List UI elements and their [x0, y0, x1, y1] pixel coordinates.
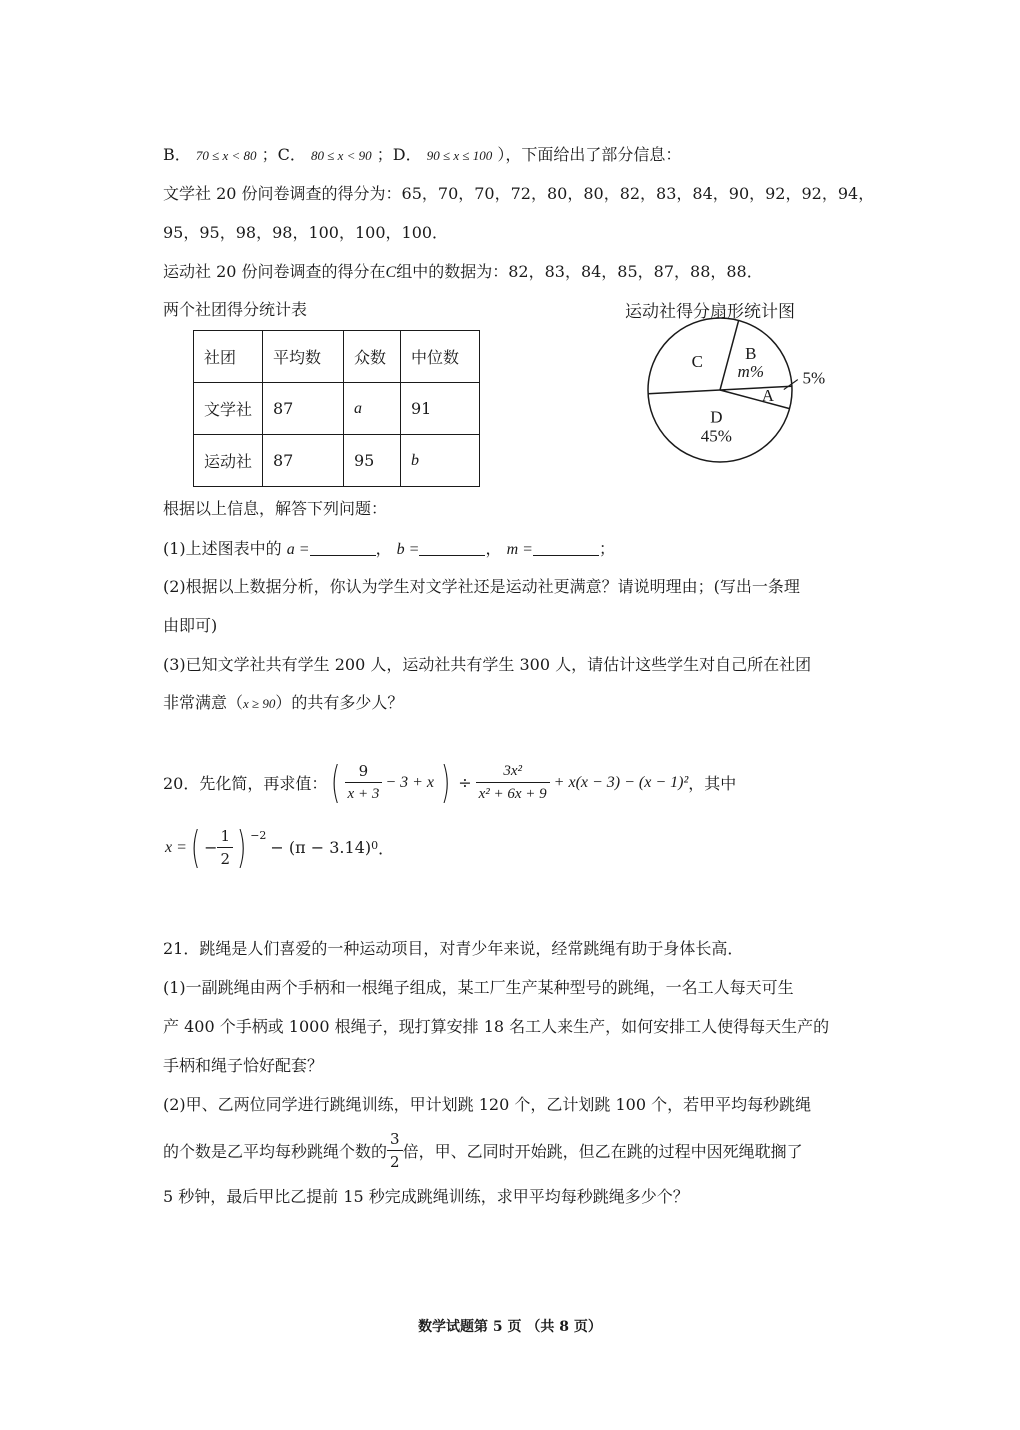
wenxue-scores-line-2: 95，95，98，98，100，100，100．	[163, 223, 449, 242]
pie-chart-title: 运动社得分扇形统计图	[625, 302, 795, 322]
wenxue-scores-line-1: 文学社 20 份问卷调查的得分为：65，70，70，72，80，80，82，83，84，90，92，92，94，	[163, 184, 875, 203]
q1-text: (1)上述图表中的	[163, 539, 282, 558]
numerator: 3	[387, 1128, 403, 1151]
q1-b-label: b =	[396, 541, 420, 558]
question-21-1-line-2: 产 400 个手柄或 1000 根绳子，现打算安排 18 名工人来生产，如何安排工人使得每天生产的	[163, 1017, 830, 1036]
left-paren: (	[331, 756, 341, 808]
page-footer: 数学试题第 5 页 （共 8 页）	[418, 1319, 602, 1335]
table-cell: a	[344, 383, 401, 435]
question-21-1-line-1: (1)一副跳绳由两个手柄和一根绳子组成，某工厂生产某种型号的跳绳，一名工人每天可生	[163, 978, 794, 997]
yundong-text-post: 组中的数据为：82，83，84，85，87，88，88．	[396, 262, 763, 281]
q1-m-label: m =	[506, 541, 533, 558]
table-header-cell: 平均数	[263, 331, 344, 383]
q1-sep: ，	[375, 539, 392, 558]
q20-tail: + x(x − 3) − (x − 1)²	[553, 773, 689, 791]
table-cell: 运动社	[194, 435, 263, 487]
yundong-text-pre: 运动社 20 份问卷调查的得分在	[163, 262, 386, 281]
question-2-line-2: 由即可)	[163, 616, 218, 635]
option-d-range: 90 ≤ x ≤ 100	[426, 148, 493, 163]
q21-2-text-post: 倍，甲、乙同时开始跳，但乙在跳的过程中因死绳耽搁了	[402, 1142, 803, 1161]
question-21-1-line-3: 手柄和绳子恰好配套？	[163, 1056, 324, 1075]
table-cell: 文学社	[194, 383, 263, 435]
numerator: 3x²	[476, 760, 550, 783]
numerator: 1	[217, 825, 233, 848]
answer-blank-m[interactable]	[533, 539, 599, 556]
denominator: x² + 6x + 9	[478, 786, 547, 802]
question-21-2-line-1: (2)甲、乙两位同学进行跳绳训练，甲计划跳 120 个，乙计划跳 100 个，若甲平均每秒跳绳	[163, 1095, 812, 1114]
option-c-label: ；C．	[261, 145, 306, 164]
question-1	[163, 537, 615, 562]
pie-value-a: 5%	[802, 368, 826, 388]
fraction	[387, 1128, 403, 1173]
table-header-cell: 众数	[344, 331, 401, 383]
intro-line	[163, 143, 681, 168]
question-20-expression	[163, 756, 737, 808]
denominator: x + 3	[347, 786, 380, 802]
score-stats-table	[193, 330, 480, 487]
exponent: −2	[250, 829, 267, 842]
q20-rest: − (π − 3.14)	[270, 838, 372, 857]
q3-text-post: ）的共有多少人？	[275, 693, 404, 712]
question-2-line-1: (2)根据以上数据分析，你认为学生对文学社还是运动社更满意？请说明理由；(写出一条理	[163, 577, 800, 596]
pie-value-b: m%	[737, 362, 765, 382]
yundong-c-group-line	[163, 260, 763, 285]
denominator: 2	[390, 1153, 400, 1171]
option-d-label: ；D．	[376, 145, 422, 164]
divide-sign: ÷	[458, 773, 472, 792]
q3-text-pre: 非常满意（	[163, 693, 244, 712]
table-title: 两个社团得分统计表	[163, 300, 308, 319]
option-b-label: B．	[163, 145, 191, 164]
group-c-symbol: C	[385, 264, 397, 281]
table-cell: 91	[401, 383, 480, 435]
fraction	[345, 760, 383, 805]
q1-sep: ，	[485, 539, 502, 558]
q20-label: 20．先化简，再求值：	[163, 774, 328, 793]
pie-label-b: B	[745, 344, 757, 364]
minus-sign: −	[204, 838, 218, 857]
answer-blank-a[interactable]	[310, 539, 376, 556]
pie-slice-boundary	[720, 320, 739, 390]
intro-tail: ），下面给出了部分信息：	[497, 145, 682, 164]
question-3-line-1: (3)已知文学社共有学生 200 人，运动社共有学生 300 人，请估计这些学生对自己所在社团	[163, 655, 812, 674]
question-21-intro: 21．跳绳是人们喜爱的一种运动项目，对青少年来说，经常跳绳有助于身体长高．	[163, 939, 744, 958]
period: ．	[378, 839, 395, 858]
option-b-range: 70 ≤ x < 80	[195, 148, 257, 163]
table-header-cell: 中位数	[401, 331, 480, 383]
q3-condition: x ≥ 90	[243, 696, 276, 711]
pie-slice-boundary	[720, 386, 792, 390]
pie-label-a: A	[761, 385, 774, 405]
pie-label-c: C	[691, 352, 704, 372]
q20-middle-term: − 3 + x	[385, 773, 435, 791]
table-cell: 87	[263, 383, 344, 435]
q1-a-label: a =	[286, 541, 310, 558]
right-paren: )	[440, 756, 451, 808]
question-3-line-2	[163, 691, 403, 716]
exponent-zero: 0	[371, 839, 379, 852]
questions-intro: 根据以上信息，解答下列问题：	[163, 499, 388, 518]
x-equals: x =	[165, 838, 187, 856]
table-cell: b	[401, 435, 480, 487]
numerator: 9	[345, 760, 383, 783]
left-paren: (	[190, 821, 201, 873]
table-header-cell: 社团	[194, 331, 263, 383]
table-header-row	[194, 331, 480, 383]
pie-label-d: D	[710, 407, 723, 427]
fraction	[476, 760, 550, 805]
denominator: 2	[220, 850, 231, 868]
q1-end: ；	[598, 539, 615, 558]
question-21-2-line-2	[163, 1128, 803, 1173]
question-20-x-value	[165, 821, 395, 873]
pie-value-d: 45%	[700, 426, 732, 446]
table-cell: 95	[344, 435, 401, 487]
table-cell: 87	[263, 435, 344, 487]
q21-2-text-pre: 的个数是乙平均每秒跳绳个数的	[163, 1142, 388, 1161]
pie-slice-boundary	[720, 390, 790, 409]
answer-blank-b[interactable]	[419, 539, 485, 556]
question-21-2-line-3: 5 秒钟，最后甲比乙提前 15 秒完成跳绳训练，求甲平均每秒跳绳多少个？	[163, 1187, 689, 1206]
q20-qizhong: ，其中	[688, 774, 737, 793]
fraction	[217, 825, 233, 870]
option-c-range: 80 ≤ x < 90	[310, 148, 372, 163]
table-row	[194, 435, 480, 487]
pie-slice-boundary	[648, 390, 720, 394]
table-row	[194, 383, 480, 435]
right-paren: )	[236, 821, 247, 873]
pie-chart	[640, 322, 860, 472]
